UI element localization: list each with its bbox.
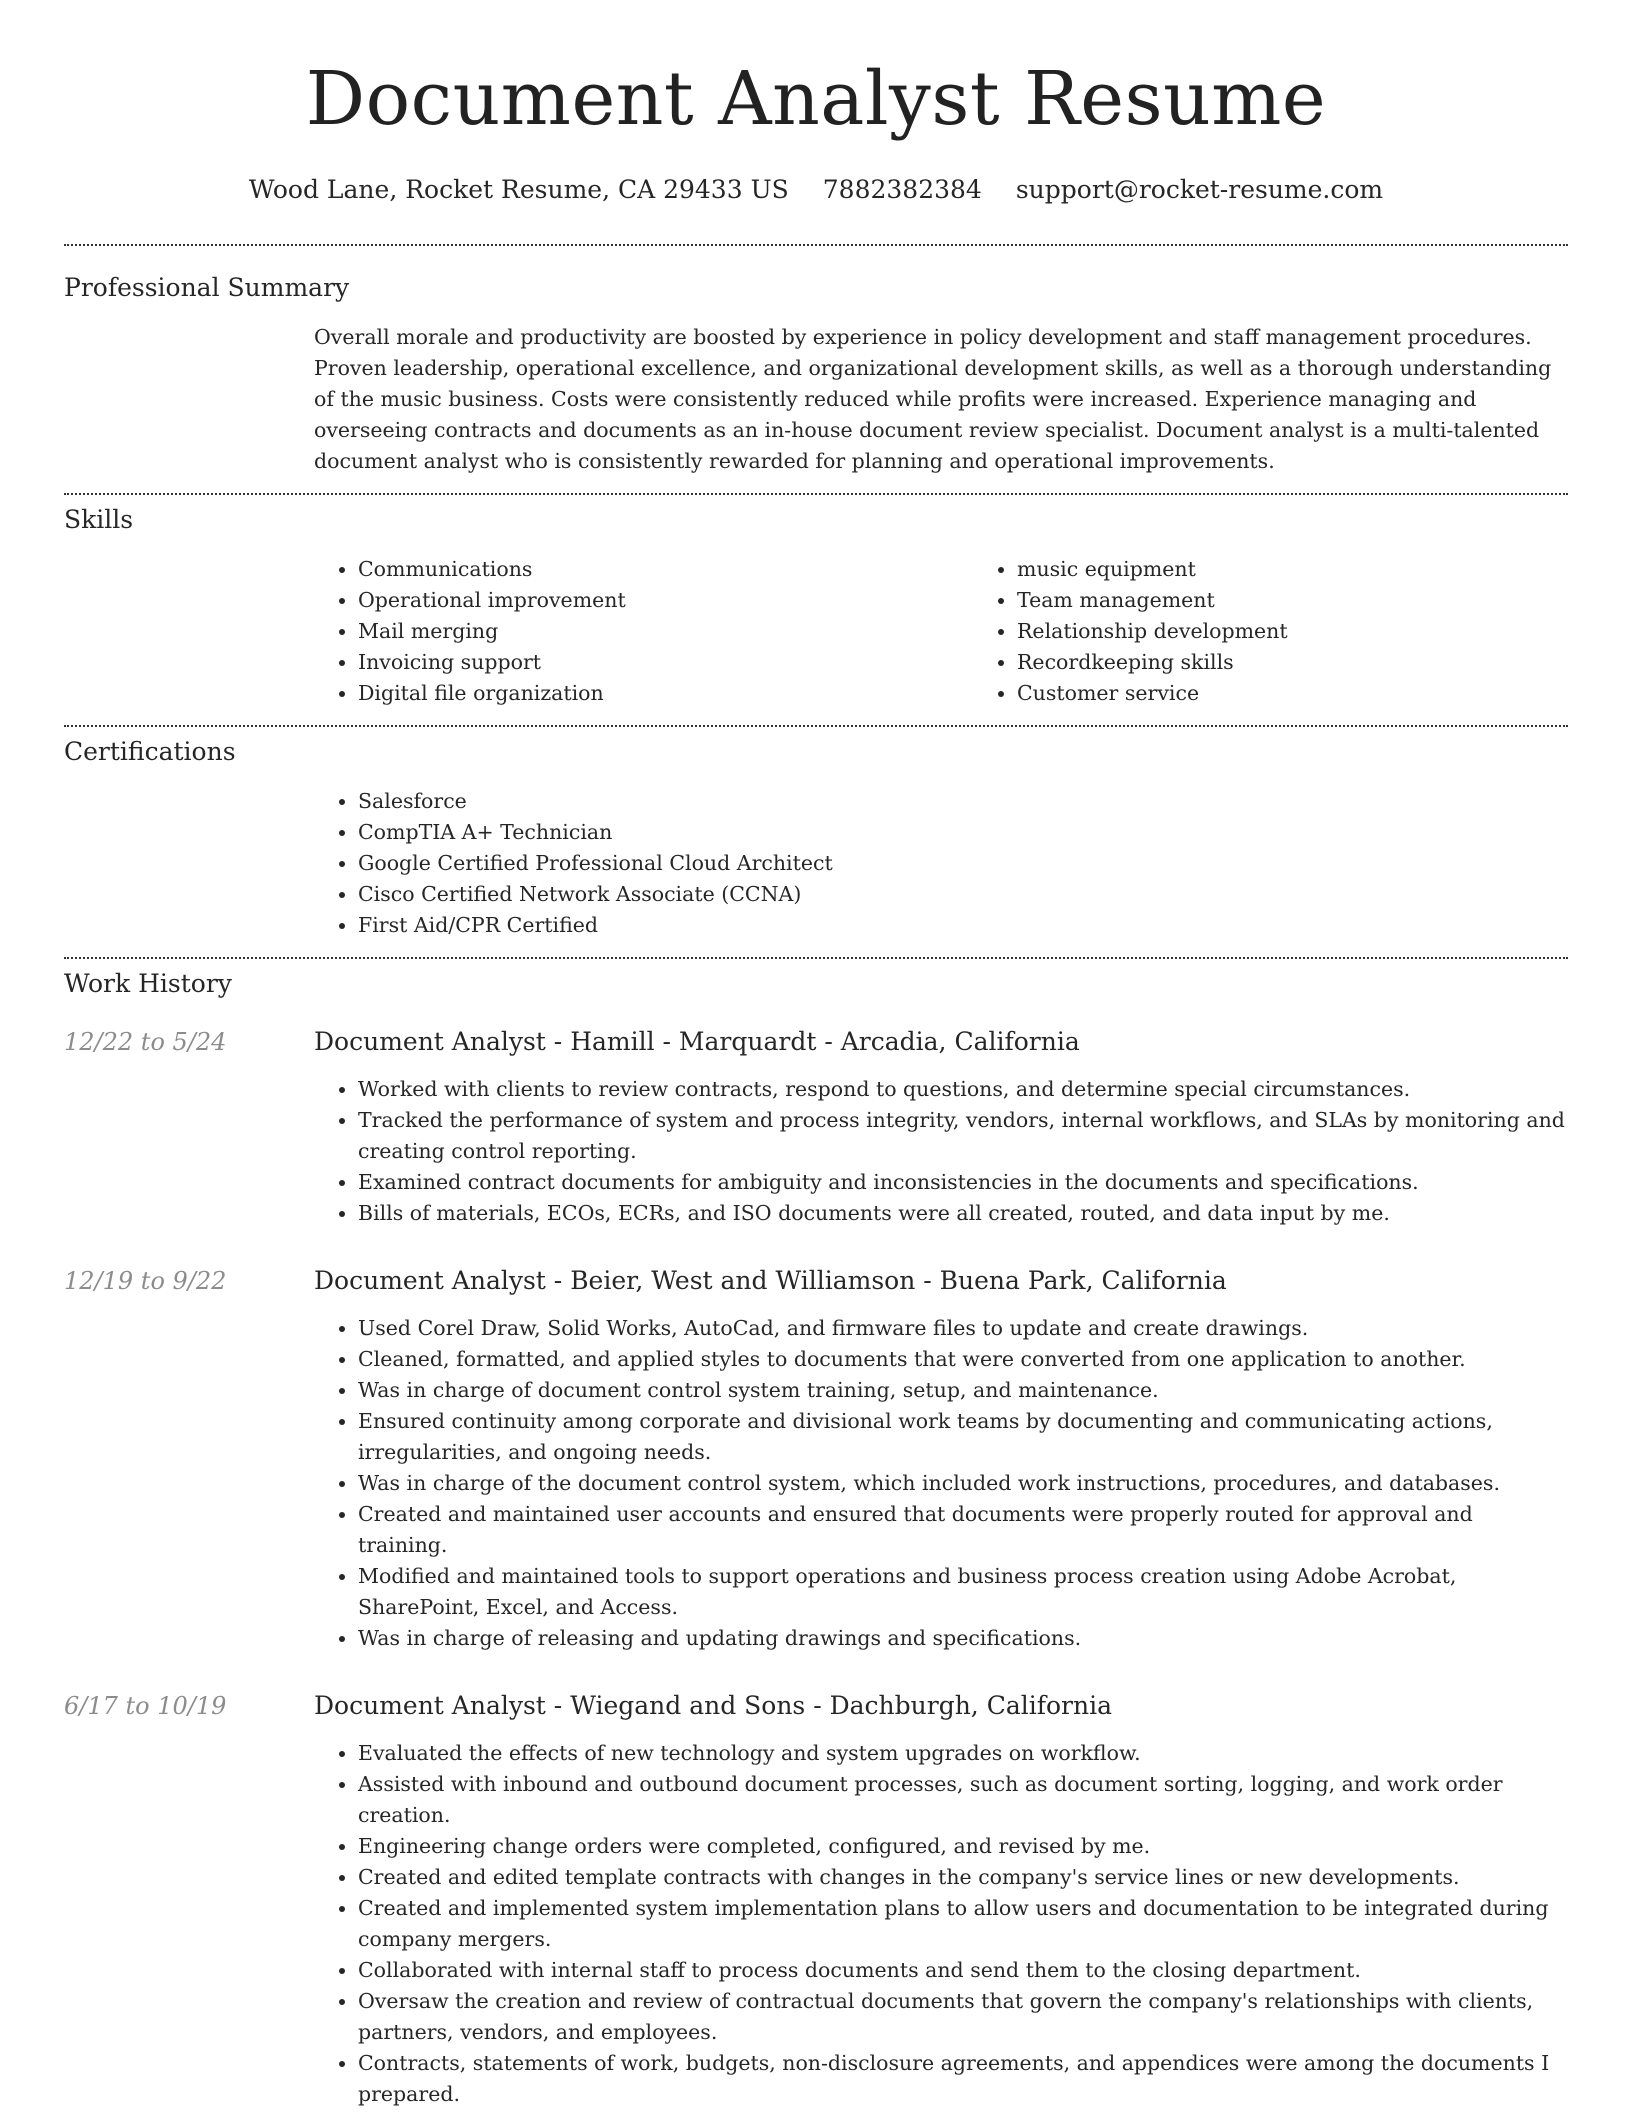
contact-phone: 7882382384	[822, 175, 982, 204]
skills-list-right	[973, 554, 1632, 709]
job-bullet: • Cleaned, formatted, and applied styles to documents that were converted from one application to another.	[358, 1344, 1568, 1375]
job-bullet: • Bills of materials, ECOs, ECRs, and ISO documents were all created, routed, and data input by me.	[358, 1198, 1568, 1229]
skill-item: • Communications	[358, 554, 973, 585]
skill-item: • Team management	[1017, 585, 1632, 616]
job-bullet: • Worked with clients to review contracts, respond to questions, and determine special circumstances.	[358, 1074, 1568, 1105]
work-history-section	[64, 959, 1568, 2110]
job-bullet: • Evaluated the effects of new technology and system upgrades on workflow.	[358, 1738, 1568, 1769]
certification-item: • First Aid/CPR Certified	[358, 910, 1568, 941]
certification-item: • Cisco Certified Network Associate (CCNA)	[358, 879, 1568, 910]
job-bullet: • Was in charge of document control system training, setup, and maintenance.	[358, 1375, 1568, 1406]
certifications-body	[314, 786, 1568, 941]
job-bullet: • Created and implemented system implementation plans to allow users and documentation to be integrated during company mergers.	[358, 1893, 1568, 1955]
skill-item: • Digital file organization	[358, 678, 973, 709]
job-bullet: • Used Corel Draw, Solid Works, AutoCad, and firmware files to update and create drawings.	[358, 1313, 1568, 1344]
skill-item: • Relationship development	[1017, 616, 1632, 647]
job-bullet: • Contracts, statements of work, budgets, non-disclosure agreements, and appendices were among the documents I prepared.	[358, 2048, 1568, 2110]
skills-list-left	[314, 554, 973, 709]
section-heading-skills: Skills	[64, 505, 134, 534]
job-dates: 12/19 to 9/22	[64, 1267, 227, 1295]
job-entry	[64, 1690, 1568, 2110]
job-bullet: • Collaborated with internal staff to process documents and send them to the closing department.	[358, 1955, 1568, 1986]
job-bullet: • Was in charge of releasing and updating drawings and specifications.	[358, 1623, 1568, 1654]
resume-page	[64, 0, 1568, 2110]
job-bullet: • Tracked the performance of system and process integrity, vendors, internal workflows, and SLAs by monitoring and creating control reporting.	[358, 1105, 1568, 1167]
summary-body	[314, 322, 1568, 477]
skill-item: • Operational improvement	[358, 585, 973, 616]
job-bullet: • Created and maintained user accounts and ensured that documents were properly routed for approval and training.	[358, 1499, 1568, 1561]
job-bullets	[314, 1738, 1568, 2110]
skill-item: • Invoicing support	[358, 647, 973, 678]
contact-address: Wood Lane, Rocket Resume, CA 29433 US	[248, 175, 789, 204]
job-entry	[64, 1265, 1568, 1654]
contact-info	[64, 174, 1568, 206]
skill-item: • music equipment	[1017, 554, 1632, 585]
job-bullets	[314, 1074, 1568, 1229]
job-entry	[64, 1026, 1568, 1229]
job-title: Document Analyst - Hamill - Marquardt - Arcadia, California	[314, 1027, 1080, 1056]
certifications-section	[64, 727, 1568, 941]
job-title: Document Analyst - Wiegand and Sons - Dachburgh, California	[314, 1691, 1112, 1720]
certification-item: • CompTIA A+ Technician	[358, 817, 1568, 848]
job-bullet: • Created and edited template contracts with changes in the company's service lines or new developments.	[358, 1862, 1568, 1893]
job-dates: 12/22 to 5/24	[64, 1028, 227, 1056]
skills-columns	[314, 554, 1568, 709]
skill-item: • Mail merging	[358, 616, 973, 647]
job-bullet: • Assisted with inbound and outbound document processes, such as document sorting, logging, and work order creation.	[358, 1769, 1568, 1831]
job-title: Document Analyst - Beier, West and Williamson - Buena Park, California	[314, 1266, 1227, 1295]
summary-section	[64, 246, 1568, 477]
section-heading-summary: Professional Summary	[64, 273, 350, 302]
job-dates: 6/17 to 10/19	[64, 1692, 227, 1720]
certification-item: • Salesforce	[358, 786, 1568, 817]
skills-section	[64, 495, 1568, 709]
skill-item: • Recordkeeping skills	[1017, 647, 1632, 678]
job-bullet: • Ensured continuity among corporate and divisional work teams by documenting and communicating actions, irregularities, and ongoing needs.	[358, 1406, 1568, 1468]
skill-item: • Customer service	[1017, 678, 1632, 709]
job-bullet: • Engineering change orders were completed, configured, and revised by me.	[358, 1831, 1568, 1862]
contact-email[interactable]: support@rocket-resume.com	[1015, 175, 1384, 204]
job-bullet: • Modified and maintained tools to support operations and business process creation using Adobe Acrobat, SharePoint, Excel, and Access.	[358, 1561, 1568, 1623]
resume-title: Document Analyst Resume	[305, 56, 1327, 142]
job-bullet: • Was in charge of the document control system, which included work instructions, procedures, and databases.	[358, 1468, 1568, 1499]
certifications-list	[314, 786, 1568, 941]
job-bullets	[314, 1313, 1568, 1654]
job-bullet: • Oversaw the creation and review of contractual documents that govern the company's relationships with clients, partners, vendors, and employees.	[358, 1986, 1568, 2048]
summary-text: Overall morale and productivity are boosted by experience in policy development and staff management procedures. Proven leadership, operational excellence, and organizational development skills, as well as a thorough understanding of the music business. Costs were consistently reduced while profits were increased. Experience managing and overseeing contracts and documents as an in-house document review specialist. Document analyst is a multi-talented document analyst who is consistently rewarded for planning and operational improvements.	[314, 325, 1552, 473]
certification-item: • Google Certified Professional Cloud Architect	[358, 848, 1568, 879]
section-heading-certifications: Certifications	[64, 737, 236, 766]
job-bullet: • Examined contract documents for ambiguity and inconsistencies in the documents and specifications.	[358, 1167, 1568, 1198]
section-heading-work-history: Work History	[64, 969, 232, 998]
